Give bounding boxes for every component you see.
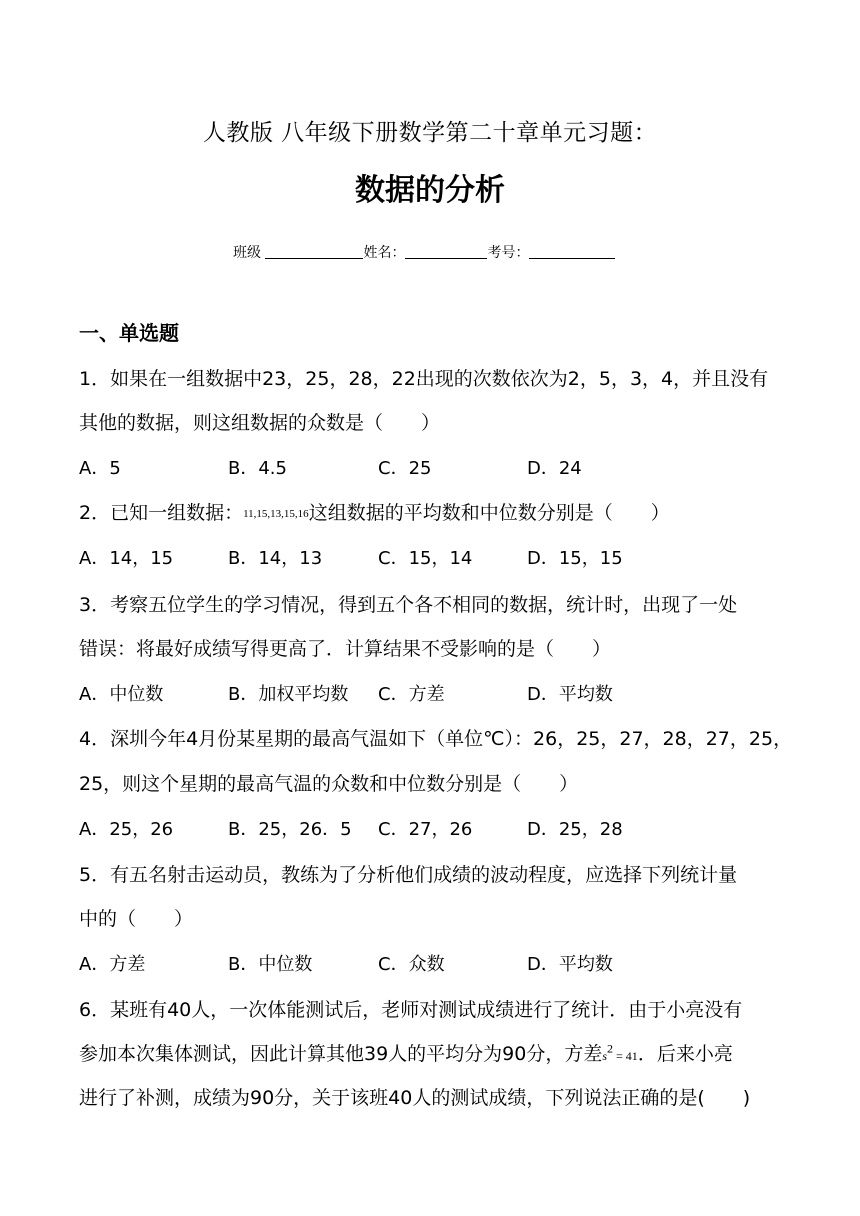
- section-title: 一、单选题: [79, 321, 179, 345]
- question-5-line-1: 5．有五名射击运动员，教练为了分析他们成绩的波动程度，应选择下列统计量: [79, 864, 738, 886]
- name-blank: [405, 244, 487, 259]
- option-a: A．方差: [79, 954, 146, 975]
- question-1-line-2: 其他的数据，则这组数据的众数是（ ）: [79, 412, 441, 434]
- class-blank: [265, 244, 363, 259]
- option-a: A．25，26: [79, 819, 174, 840]
- name-label: 姓名：: [363, 245, 406, 261]
- exam-number-label: 考号：: [487, 245, 530, 261]
- question-1-line-1: 1．如果在一组数据中23，25，28，22出现的次数依次为2，5，3，4，并且没有: [79, 368, 769, 390]
- question-3-line-1: 3．考察五位学生的学习情况，得到五个各不相同的数据，统计时，出现了一处: [79, 594, 738, 616]
- option-c: C．方差: [378, 684, 445, 705]
- option-b: B．加权平均数: [228, 684, 349, 705]
- question-3-options: [79, 680, 779, 704]
- variance-exponent: 2: [607, 1041, 614, 1056]
- question-5-line-2: 中的（ ）: [79, 908, 194, 930]
- question-4-line-1: 4．深圳今年4月份某星期的最高气温如下（单位℃）：26，25，27，28，27，25，: [79, 728, 793, 750]
- option-b: B．14，13: [228, 548, 323, 569]
- page-title: 人教版 八年级下册数学第二十章单元习题：: [202, 120, 658, 146]
- option-c: C．25: [378, 458, 432, 479]
- option-a: A．14，15: [79, 548, 174, 569]
- option-d: D．24: [527, 458, 582, 479]
- option-c: C．众数: [378, 954, 445, 975]
- variance-formula: [602, 1043, 637, 1065]
- question-4-options: [79, 815, 779, 839]
- question-6-line-1: 6．某班有40人，一次体能测试后，老师对测试成绩进行了统计．由于小亮没有: [79, 999, 743, 1021]
- option-a: A．5: [79, 458, 121, 479]
- variance-symbol: s: [602, 1049, 608, 1063]
- question-2-line-1: [79, 498, 670, 525]
- question-6-line-2-prefix: 参加本次集体测试，因此计算其他39人的平均分为90分，方差: [79, 1043, 603, 1065]
- page-subtitle: 数据的分析: [355, 173, 505, 208]
- question-6-line-2-suffix: ．后来小亮: [637, 1043, 733, 1065]
- option-d: D．平均数: [527, 954, 613, 975]
- class-label: 班级: [233, 245, 266, 261]
- question-1-options: [79, 454, 779, 478]
- option-d: D．15，15: [527, 548, 623, 569]
- question-2-prefix: 2．已知一组数据：: [79, 502, 244, 524]
- question-2-formula: 11,15,13,15,16: [243, 508, 309, 520]
- question-6-line-2: [79, 1039, 733, 1066]
- exam-number-blank: [529, 244, 615, 259]
- student-info-row: [233, 242, 615, 262]
- option-b: B．25，26．5: [228, 819, 352, 840]
- variance-value: = 41: [613, 1049, 638, 1063]
- question-6-line-3: 进行了补测，成绩为90分，关于该班40人的测试成绩，下列说法正确的是( ): [79, 1087, 751, 1109]
- option-d: D．平均数: [527, 684, 613, 705]
- option-d: D．25，28: [527, 819, 623, 840]
- question-4-line-2: 25，则这个星期的最高气温的众数和中位数分别是（ ）: [79, 773, 579, 795]
- option-a: A．中位数: [79, 684, 164, 705]
- option-b: B．4.5: [228, 458, 287, 479]
- question-2-suffix: 这组数据的平均数和中位数分别是（ ）: [308, 502, 670, 524]
- question-3-line-2: 错误：将最好成绩写得更高了．计算结果不受影响的是（ ）: [79, 638, 612, 660]
- question-2-options: [79, 544, 779, 568]
- option-c: C．15，14: [378, 548, 473, 569]
- option-c: C．27，26: [378, 819, 473, 840]
- option-b: B．中位数: [228, 954, 313, 975]
- question-5-options: [79, 950, 779, 974]
